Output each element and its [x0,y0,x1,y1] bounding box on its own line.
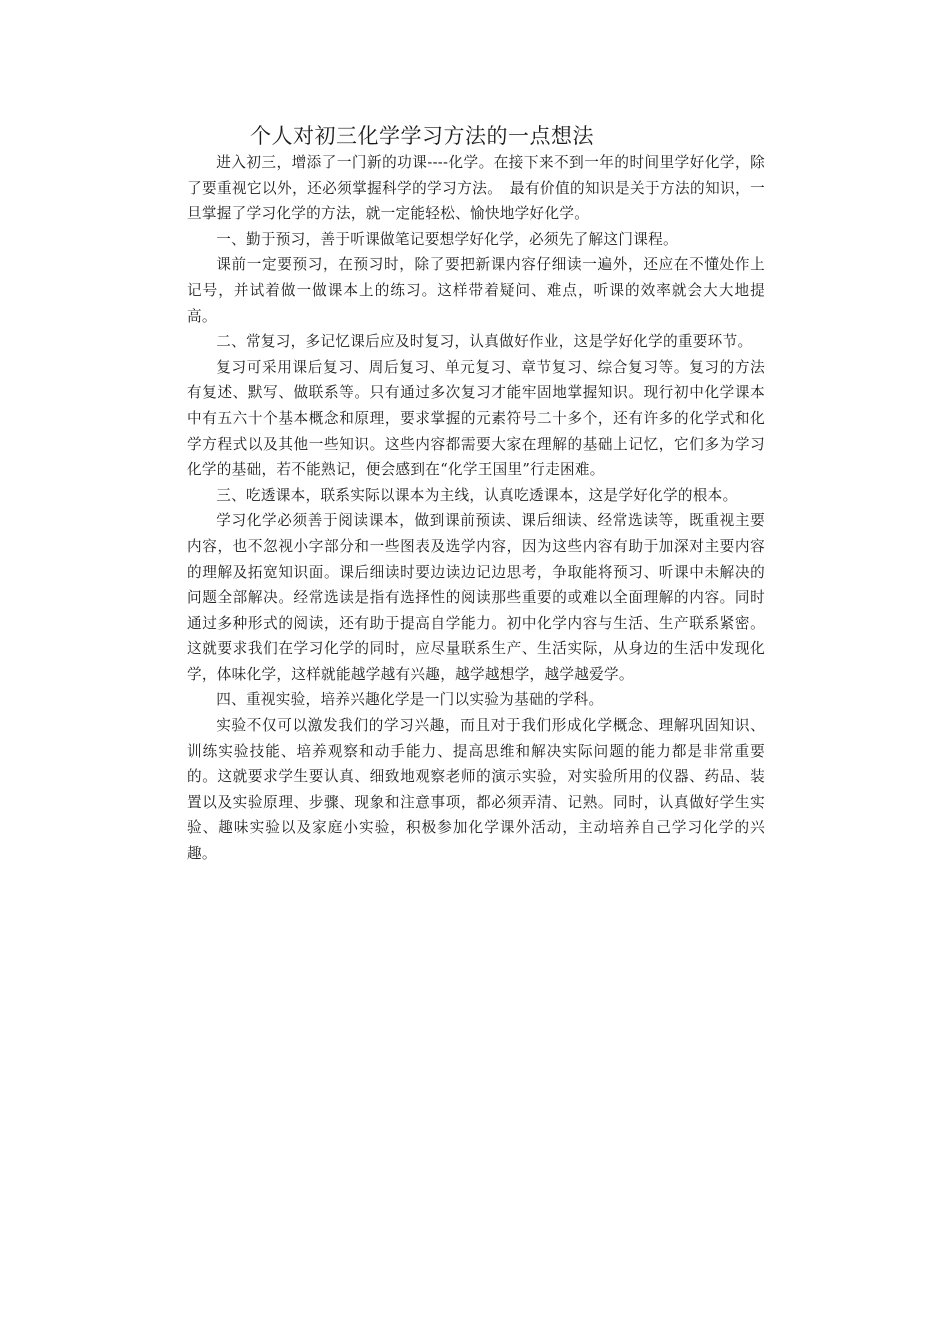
paragraph-section-4-heading: 四、重视实验，培养兴趣化学是一门以实验为基础的学科。 [216,691,604,709]
paragraph-section-3-heading: 三、吃透课本，联系实际以课本为主线，认真吃透课本，这是学好化学的根本。 [216,486,738,504]
document-title: 个人对初三化学学习方法的一点想法 [250,124,594,148]
paragraph-section-2-body: 复习可采用课后复习、周后复习、单元复习、章节复习、综合复习等。复习的方法有复述、默写、做联系等。只有通过多次复习才能牢固地掌握知识。现行初中化学课本中有五六十个基本概念和原理，要求掌握的元素符号二十多个，还有许多的化学式和化学方程式以及其他一些知识。这些内容都需要大家在理解的基础上记忆，它们多为学习化学的基础，若不能熟记，便会感到在“化学王国里”行走困难。 [187,358,765,479]
paragraph-intro: 进入初三，增添了一门新的功课----化学。在接下来不到一年的时间里学好化学，除了要重视它以外，还必须掌握科学的学习方法。 最有价值的知识是关于方法的知识，一旦掌握了学习化学的方法，就一定能轻松、愉快地学好化学。 [187,154,765,223]
paragraph-section-1-heading: 一、勤于预习，善于听课做笔记要想学好化学，必须先了解这门课程。 [216,230,678,248]
paragraph-section-1-body: 课前一定要预习，在预习时，除了要把新课内容仔细读一遍外，还应在不懂处作上记号，并试着做一做课本上的练习。这样带着疑问、难点，听课的效率就会大大地提高。 [187,256,765,325]
document-body [187,150,765,867]
paragraph-section-3-body: 学习化学必须善于阅读课本，做到课前预读、课后细读、经常选读等，既重视主要内容，也不忽视小字部分和一些图表及选学内容，因为这些内容有助于加深对主要内容的理解及拓宽知识面。课后细读时要边读边记边思考，争取能将预习、听课中未解决的问题全部解决。经常选读是指有选择性的阅读那些重要的或难以全面理解的内容。同时通过多种形式的阅读，还有助于提高自学能力。初中化学内容与生活、生产联系紧密。这就要求我们在学习化学的同时，应尽量联系生产、生活实际，从身边的生活中发现化学，体味化学，这样就能越学越有兴趣，越学越想学，越学越爱学。 [187,512,765,683]
paragraph-section-2-heading: 二、常复习，多记忆课后应及时复习，认真做好作业，这是学好化学的重要环节。 [216,333,753,351]
paragraph-section-4-body: 实验不仅可以激发我们的学习兴趣，而且对于我们形成化学概念、理解巩固知识、训练实验技能、培养观察和动手能力、提高思维和解决实际问题的能力都是非常重要的。这就要求学生要认真、细致地观察老师的演示实验，对实验所用的仪器、药品、装置以及实验原理、步骤、现象和注意事项，都必须弄清、记熟。同时，认真做好学生实验、趣味实验以及家庭小实验，积极参加化学课外活动，主动培养自己学习化学的兴趣。 [187,717,765,863]
